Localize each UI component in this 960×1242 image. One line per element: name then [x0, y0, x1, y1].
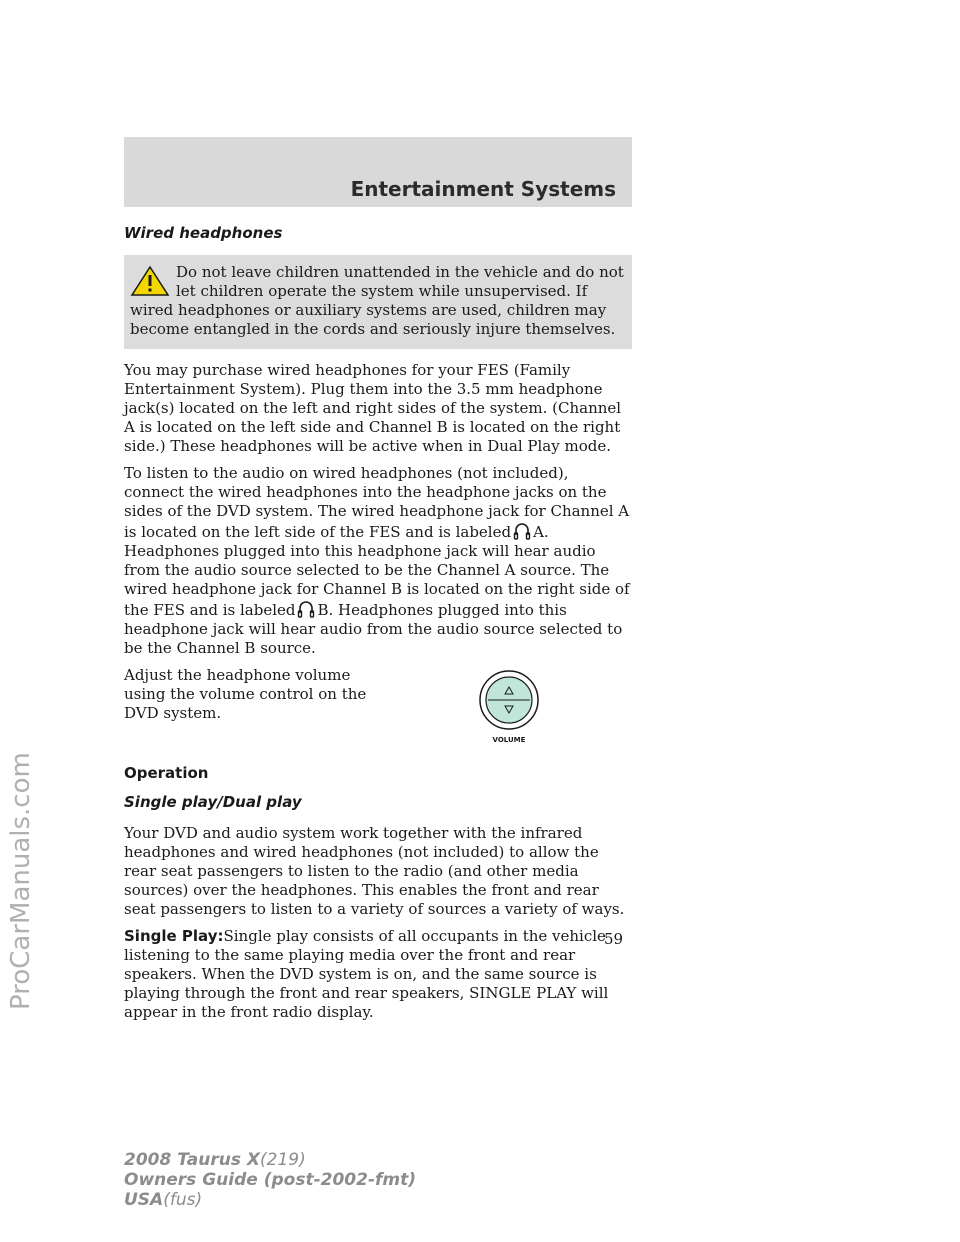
- text-run: Single play consists of all occupants in the vehicle listening to the same playing media over the front and rear speakers. When the DVD system is on, and the same source is playing through the front and rear speakers, SINGLE PLAY will appear in the front radio display.: [124, 927, 609, 1021]
- operation-heading: Operation: [124, 764, 209, 782]
- watermark: ProCarManuals.com: [6, 752, 36, 1010]
- header-band: [124, 137, 632, 207]
- footer-model: 2008 Taurus X: [124, 1150, 261, 1170]
- paragraph-single-play: [124, 927, 632, 1022]
- footer-code: (219): [260, 1150, 306, 1170]
- footer-line: [124, 1190, 416, 1210]
- headphone-icon: [297, 599, 315, 619]
- text-run: A. Headphones plugged into this headphone jack will hear audio from the audio source selected to be the Channel A source. The wired headphone jack for Channel B is located on the right side of the FES and is labeled: [124, 523, 630, 619]
- warning-box: [124, 255, 632, 349]
- footer-line: [124, 1150, 416, 1170]
- headphone-icon: [513, 521, 531, 541]
- wired-headphones-heading: Wired headphones: [124, 224, 283, 242]
- warning-triangle-icon: [130, 265, 170, 297]
- volume-row: [124, 666, 632, 748]
- warning-text: Do not leave children unattended in the vehicle and do not let children operate the system while unsupervised. If wired headphones or auxiliary systems are used, children may become entangled in the cords and seriously injure themselves.: [130, 263, 624, 338]
- paragraph-headphone-jacks: [124, 464, 632, 658]
- page-number: 59: [604, 930, 624, 948]
- page-content: [124, 220, 632, 1030]
- volume-control-figure: [474, 668, 544, 748]
- paragraph: Your DVD and audio system work together with the infrared headphones and wired headphones (not included) to allow the rear seat passengers to listen to the radio (and other media sources) over the headphones. This enables the front and rear seat passengers to listen to a variety of sources a variety of ways.: [124, 824, 625, 918]
- footer-line: [124, 1170, 416, 1190]
- paragraph-volume: Adjust the headphone volume using the volume control on the DVD system.: [124, 666, 367, 722]
- paragraph: You may purchase wired headphones for your FES (Family Entertainment System). Plug them into the 3.5 mm headphone jack(s) located on the left and right sides of the system. (Channel A is located on the left side and Channel B is located on the right side.) These headphones will be active when in Dual Play mode.: [124, 361, 622, 455]
- footer-market-code: (fus): [163, 1190, 203, 1210]
- page-title: Entertainment Systems: [350, 177, 616, 201]
- footer: [124, 1150, 416, 1210]
- text-run: To listen to the audio on wired headphones (not included), connect the wired headphones into the headphone jacks on the sides of the DVD system. The wired headphone jack for Channel A is located on the left side of the FES and is labeled: [124, 464, 630, 541]
- single-dual-play-heading: Single play/Dual play: [124, 793, 302, 811]
- footer-market: USA: [124, 1190, 164, 1210]
- text-run: B. Headphones plugged into this headphone jack will hear audio from the audio source selected to be the Channel B source.: [124, 601, 623, 657]
- single-play-label: Single Play:: [124, 927, 224, 945]
- volume-label: VOLUME: [492, 736, 526, 744]
- footer-guide: Owners Guide (post-2002-fmt): [124, 1170, 417, 1190]
